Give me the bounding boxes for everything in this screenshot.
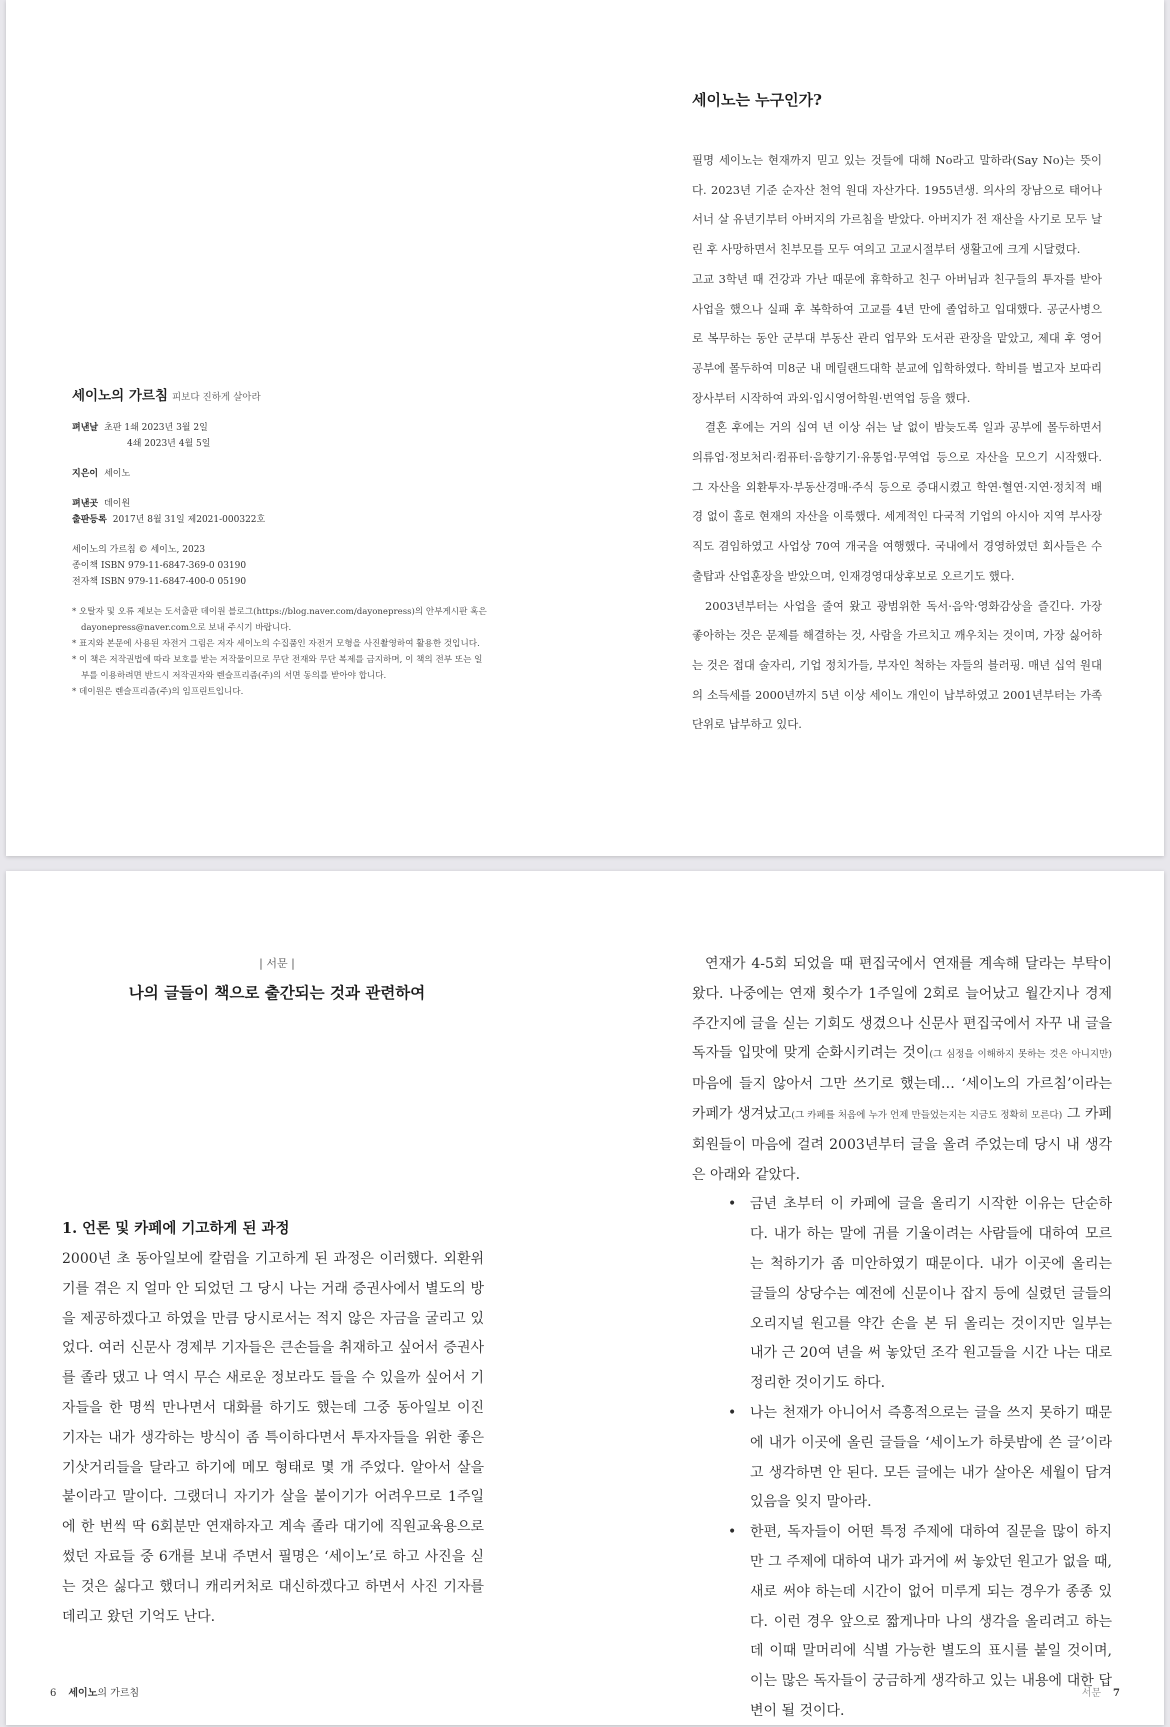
publisher-name: 데이원: [104, 499, 131, 509]
left-page-footer: [50, 1684, 139, 1699]
author-label: 지은이: [72, 469, 99, 479]
isbn-ebook: 전자책 ISBN 979-11-6847-400-0 05190: [72, 577, 247, 587]
bio-text: [692, 146, 1102, 740]
spread-preface: [6, 871, 1164, 1725]
right-page-footer: [1082, 1684, 1120, 1699]
pub-line-2: 4쇄 2023년 4월 5일: [127, 439, 211, 449]
text-run: 마음에 들지 않아서 그만 쓰기로 했는데… ‘세이노의 가르침’이라는 카페가 생겨났고: [692, 1076, 1112, 1122]
left-page-number: 6: [50, 1688, 57, 1699]
bullet-text: 금년 초부터 이 카페에 글을 올리기 시작한 이유는 단순하다. 내가 하는 말에 귀를 기울이려는 사람들에 대하여 모르는 척하기가 좀 미안하였기 때문이다. 내가 이곳에 올리는 글들의 상당수는 예전에 신문이나 잡지 등에 실렸던 글들의 오리지널 원고를 약간 손을 본 뒤 올리는 것이지만 일부는 내가 근 20여 년을 써 놓았던 조각 원고들을 시간 나는 대로 정리한 것이기도 하다.: [750, 1196, 1112, 1392]
running-section-label: 서문: [1081, 1688, 1102, 1699]
right-page-number: 7: [1113, 1688, 1120, 1699]
bullet-item: [728, 1190, 1112, 1399]
book-subtitle: 피보다 진하게 살아라: [172, 392, 261, 403]
book-title: 세이노의 가르침: [72, 388, 168, 404]
registration-label: 출판등록: [72, 515, 107, 525]
registration-value: 2017년 8월 31일 제2021-000322호: [112, 515, 266, 525]
bullet-dot-icon: •: [728, 1196, 737, 1213]
copyright-notes: [72, 604, 487, 700]
pub-date-row: [72, 420, 492, 436]
text-run: 연재가 4-5회 되었을 때 편집국에서 연재를 계속해 달라는 부탁이 왔다. 나중에는 연재 횟수가 1주일에 2회로 늘어났고 월간지나 경제주간지에 글을 싣는 기회도 생겼으나 신문사 편집국에서 자꾸 내 글을 독자들 입맛에 맞게 순화시키려는 것이: [692, 956, 1112, 1062]
section-title: 1. 언론 및 카페에 기고하게 된 과정: [62, 1220, 290, 1237]
running-title-bold: 세이노: [68, 1688, 98, 1699]
preface-right-text: [692, 950, 1112, 1727]
bullet-text: 나는 천재가 아니어서 즉흥적으로는 글을 쓰지 못하기 때문에 내가 이곳에 올린 글들을 ‘세이노가 하룻밤에 쓴 글’이라고 생각하면 안 된다. 모든 글에는 내가 살아온 세월이 담겨 있음을 잊지 말아라.: [750, 1404, 1112, 1511]
bullet-item: [728, 1518, 1112, 1727]
bullet-dot-icon: •: [728, 1524, 737, 1541]
running-title-rest: 의 가르침: [97, 1688, 140, 1699]
section-text: [62, 1245, 484, 1632]
bullet-list: [692, 1190, 1112, 1726]
note-item: * 표지와 본문에 사용된 자전거 그림은 저자 세이노의 수집품인 자전거 모형을 사진촬영하여 활용한 것입니다.: [72, 639, 480, 649]
bullet-dot-icon: •: [728, 1404, 737, 1421]
bio-paragraph: 필명 세이노는 현재까지 믿고 있는 것들에 대해 No라고 말하라(Say No)는 뜻이다. 2023년 기준 순자산 천억 원대 자산가다. 1955년생. 의사의 장남으로 태어나 서너 살 유년기부터 아버지의 가르침을 받았다. 아버지가 전 재산을 사기로 모두 날린 후 사망하면서 친부모를 모두 여의고 고교시절부터 생활고에 크게 시달렸다.: [692, 153, 1102, 257]
author-name: 세이노: [104, 469, 131, 479]
aside-note: (그 카페를 처음에 누가 언제 만들었는지는 지금도 정확히 모른다): [791, 1109, 1063, 1121]
pub-label: 펴낸날: [72, 423, 99, 433]
bullet-item: [728, 1399, 1112, 1518]
spread-copyright-bio: [6, 0, 1164, 856]
bio-paragraph: 고교 3학년 때 건강과 가난 때문에 휴학하고 친구 아버님과 친구들의 투자를 받아 사업을 했으나 실패 후 복학하여 고교를 4년 만에 졸업하고 입대했다. 공군사병으로 복무하는 동안 군부대 부동산 관리 업무와 도서관 관장을 맡았고, 제대 후 영어 공부에 몰두하여 미8군 내 메릴랜드대학 분교에 입학하였다. 학비를 벌고자 보따리 장사부터 시작하여 과외·입시영어학원·번역업 등을 했다.: [692, 271, 1102, 405]
preface-title: 나의 글들이 책으로 출간되는 것과 관련하여: [128, 983, 426, 1002]
pub-line-1: 초판 1쇄 2023년 3월 2일: [104, 423, 208, 433]
bullet-text: 한편, 독자들이 어떤 특정 주제에 대하여 질문을 많이 하지만 그 주제에 대하여 내가 과거에 써 놓았던 원고가 없을 때, 새로 써야 하는데 시간이 없어 미루게 되는 경우가 종종 있다. 이런 경우 앞으로 짧게나마 나의 생각을 올리려고 하는데 이때 말머리에 식별 가능한 별도의 표시를 붙일 것이며, 이는 많은 독자들이 궁금하게 생각하고 있는 내용에 대한 답변이 될 것이다.: [750, 1524, 1112, 1719]
bio-title: 세이노는 누구인가?: [692, 91, 822, 109]
preface-label: | 서문 |: [259, 957, 295, 970]
note-item: * 이 책은 저작권법에 따라 보호를 받는 저작물이므로 무단 전재와 무단 복제를 금지하며, 이 책의 전부 또는 일부를 이용하려면 반드시 저작권자와 렌슬프리즘(주)의 서면 동의를 받아야 합니다.: [72, 655, 483, 681]
copyright-block: [72, 384, 492, 700]
registration-row: [72, 512, 492, 528]
aside-note: (그 심정을 이해하지 못하는 것은 아니지만): [929, 1049, 1112, 1061]
isbn-paper: 종이책 ISBN 979-11-6847-369-0 03190: [72, 561, 247, 571]
note-item: * 데이원은 렌슬프리즘(주)의 임프린트입니다.: [72, 687, 244, 697]
publisher-row: [72, 496, 492, 512]
note-item: * 오탈자 및 오류 제보는 도서출판 데이원 블로그(https://blog.naver.com/dayonepress)의 안부게시판 혹은 dayonepress@naver.com으로 보내 주시기 바랍니다.: [72, 607, 487, 633]
author-row: [72, 466, 492, 482]
publisher-label: 펴낸곳: [72, 499, 99, 509]
copyright-book-title: [72, 384, 492, 404]
bio-paragraph: 2003년부터는 사업을 줄여 왔고 광범위한 독서·음악·영화감상을 즐긴다. 가장 좋아하는 것은 문제를 해결하는 것, 사람을 가르치고 깨우치는 것이며, 가장 싫어하는 것은 접대 술자리, 기업 정치가들, 부자인 척하는 자들의 블러핑. 매년 십억 원대의 소득세를 2000년까지 5년 이상 세이노 개인이 납부하였고 2001년부터는 가족 단위로 납부하고 있다.: [692, 598, 1102, 732]
copyright-line: 세이노의 가르침 © 세이노, 2023: [72, 545, 206, 555]
bio-paragraph: 결혼 후에는 거의 십여 년 이상 쉬는 날 없이 밤늦도록 일과 공부에 몰두하면서 의류업·정보처리·컴퓨터·음향기기·유통업·무역업 등으로 자산을 모으기 시작했다. 그 자산을 외환투자·부동산경매·주식 등으로 증대시켰고 학연·혈연·지연·정치적 배경 없이 홀로 현재의 자산을 이룩했다. 세계적인 다국적 기업의 아시아 지역 부사장직도 겸임하였고 사업상 70여 개국을 여행했다. 국내에서 경영하였던 회사들은 수출탑과 산업훈장을 받았으며, 인재경영대상후보로 오르기도 했다.: [692, 420, 1102, 583]
section-paragraph: 2000년 초 동아일보에 칼럼을 기고하게 된 과정은 이러했다. 외환위기를 겪은 지 얼마 안 되었던 그 당시 나는 거래 증권사에서 별도의 방을 제공하겠다고 하였을 만큼 당시로서는 적지 않은 자금을 굴리고 있었다. 여러 신문사 경제부 기자들은 큰손들을 취재하고 싶어서 증권사를 졸라 댔고 나 역시 무슨 새로운 정보라도 들을 수 있을까 싶어서 기자들을 한 명씩 만나면서 대화를 하기도 했는데 그중 동아일보 이진 기자는 내가 생각하는 방식이 좀 특이하다면서 투자자들을 위한 좋은 기삿거리들을 달라고 하기에 메모 형태로 몇 개 주었다. 알아서 살을 붙이라고 말이다. 그랬더니 자기가 살을 붙이기가 어려우므로 1주일에 한 번씩 딱 6회분만 연재하자고 계속 졸라 대기에 직원교육용으로 썼던 자료들 중 6개를 보내 주면서 필명은 ‘세이노’로 하고 사진을 싣는 것은 싫다고 했더니 캐리커처로 대신하겠다고 하면서 사진 기자를 데리고 왔던 기억도 난다.: [62, 1251, 484, 1625]
intro-paragraph: [692, 950, 1112, 1190]
text-run: 그 카페 회원들이 마음에 걸려 2003년부터 글을 올려 주었는데 당시 내 생각은 아래와 같았다.: [692, 1105, 1112, 1183]
